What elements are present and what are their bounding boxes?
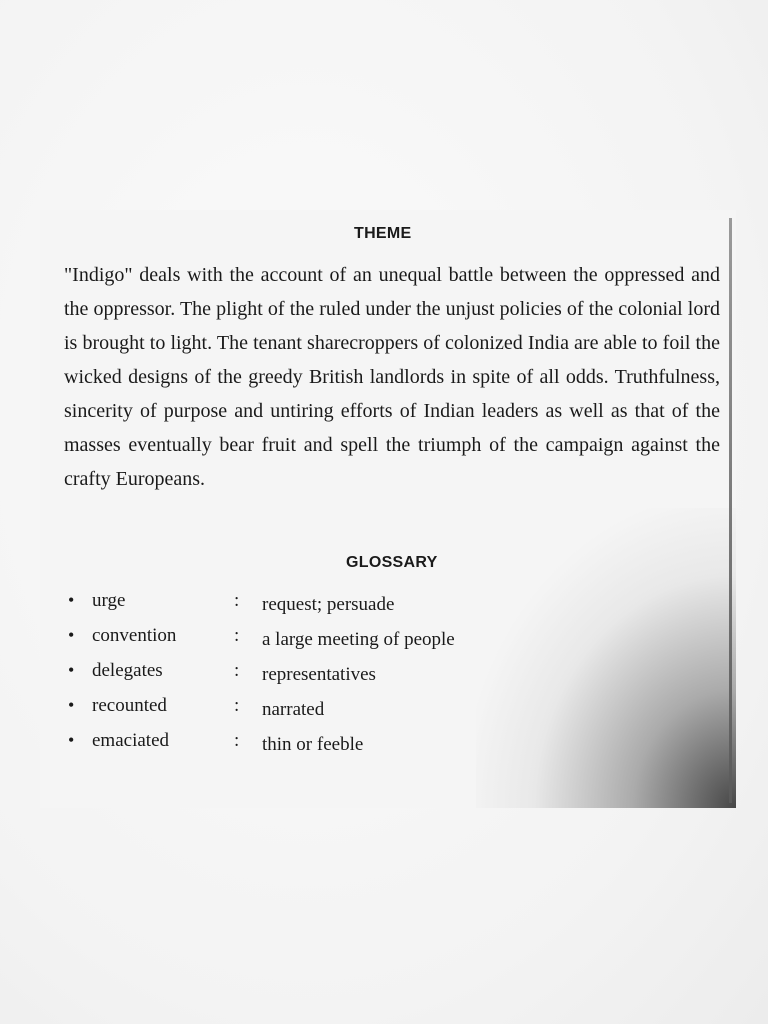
glossary-definition: representatives (262, 664, 376, 685)
glossary-definition: request; persuade (262, 594, 395, 615)
glossary-item (68, 623, 528, 658)
glossary-definition: a large meeting of people (262, 629, 455, 650)
glossary-heading: GLOSSARY (346, 554, 438, 571)
glossary-term: emaciated (92, 730, 170, 751)
glossary-list (68, 588, 528, 763)
glossary-separator: : (234, 660, 240, 681)
bullet-icon: • (68, 590, 75, 610)
glossary-term: convention (92, 625, 177, 646)
theme-paragraph: "Indigo" deals with the account of an unequal battle between the oppressed and the oppressor. The plight of the ruled under the unjust policies of the colonial lord is brought to light. The tenant sharecroppers of colonized India are able to foil the wicked designs of the greedy British landlords in spite of all odds. Truthfulness, sincerity of purpose and untiring efforts of Indian leaders as well as that of the masses eventually bear fruit and spell the triumph of the campaign against the crafty Europeans. (64, 264, 720, 490)
glossary-item (68, 658, 528, 693)
glossary-separator: : (234, 625, 240, 646)
glossary-definition: narrated (262, 699, 325, 720)
glossary-definition: thin or feeble (262, 734, 364, 755)
glossary-item (68, 728, 528, 763)
glossary-term: recounted (92, 695, 167, 716)
glossary-item (68, 693, 528, 728)
glossary-separator: : (234, 695, 240, 716)
printed-page (40, 210, 736, 808)
glossary-term: urge (92, 590, 126, 611)
bullet-icon: • (68, 625, 75, 645)
glossary-separator: : (234, 730, 240, 751)
glossary-item (68, 588, 528, 623)
glossary-term: delegates (92, 660, 163, 681)
bullet-icon: • (68, 695, 75, 715)
bullet-icon: • (68, 730, 75, 750)
bullet-icon: • (68, 660, 75, 680)
glossary-separator: : (234, 590, 240, 611)
theme-heading: THEME (354, 225, 412, 242)
page-edge (729, 218, 732, 803)
